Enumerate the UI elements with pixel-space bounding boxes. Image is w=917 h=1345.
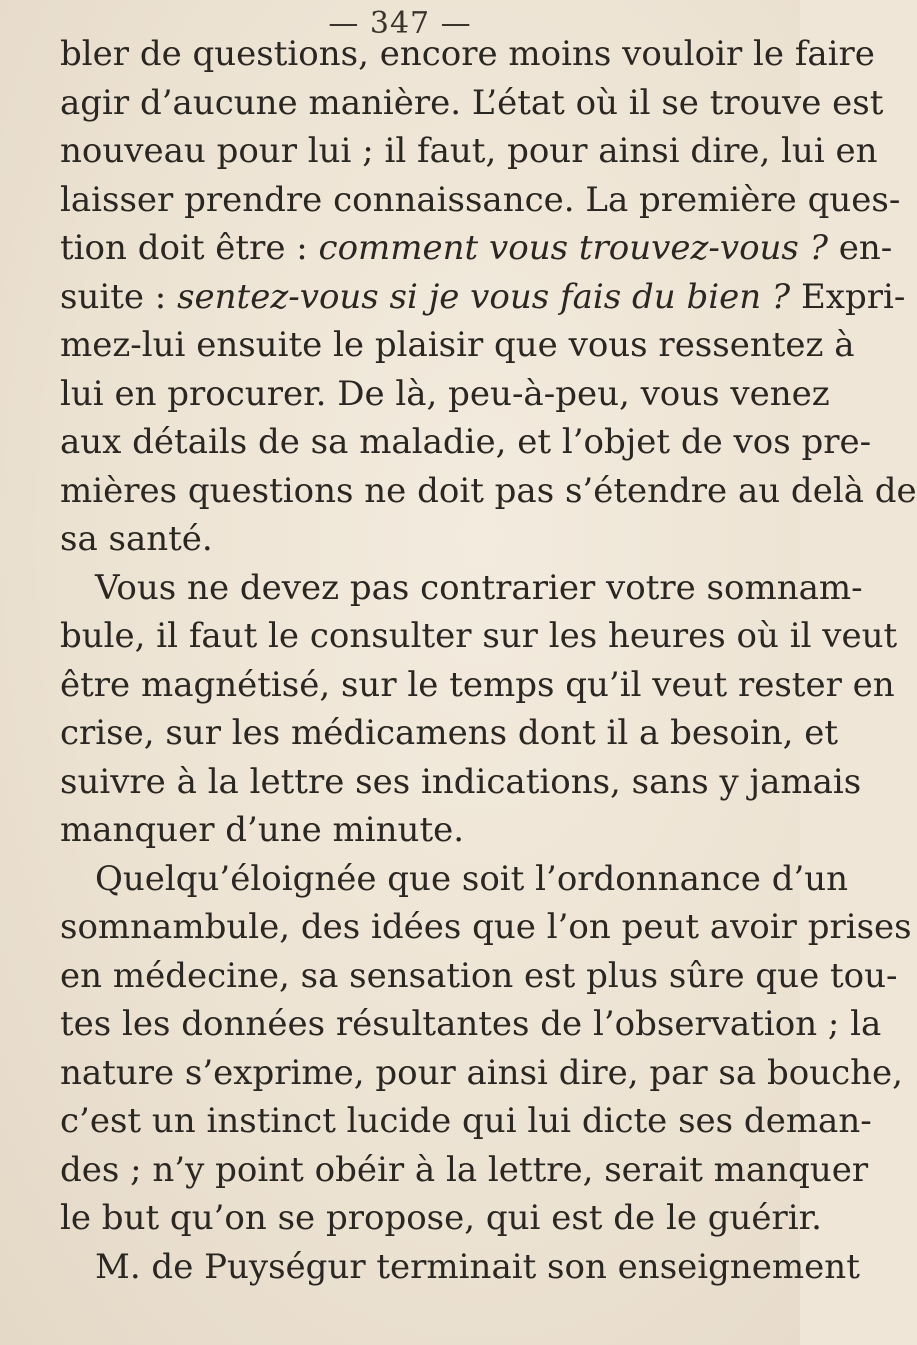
text-line-4: laisser prendre connaissance. La première ques- (60, 180, 901, 220)
text-line-6-italic: sentez-vous si je vous fais du bien ? (177, 277, 791, 317)
text-line-26: M. de Puységur terminait son enseignement (95, 1247, 860, 1287)
text-line-17: manquer d’une minute. (60, 810, 465, 850)
text-line-13: bule, il faut le consulter sur les heures où il veut (60, 616, 898, 656)
text-line-10: mières questions ne doit pas s’étendre au delà de (60, 471, 917, 511)
text-line-5 (60, 226, 893, 270)
text-line-6-end: Expri- (790, 277, 906, 317)
text-line-15: crise, sur les médicamens dont il a besoin, et (60, 713, 839, 753)
text-line-8: lui en procurer. De là, peu-à-peu, vous venez (60, 374, 830, 414)
text-line-11: sa santé. (60, 519, 213, 559)
text-line-6-start: suite : (60, 277, 178, 317)
text-line-2: agir d’aucune manière. L’état où il se trouve est (60, 83, 884, 123)
text-line-1: bler de questions, encore moins vouloir le faire (60, 34, 875, 74)
text-line-16: suivre à la lettre ses indications, sans y jamais (60, 762, 862, 802)
text-line-19: somnambule, des idées que l’on peut avoir prises (60, 907, 912, 947)
text-line-5-end: en- (827, 228, 893, 268)
text-line-12: Vous ne devez pas contrarier votre somnam- (95, 568, 863, 608)
text-line-3: nouveau pour lui ; il faut, pour ainsi dire, lui en (60, 131, 878, 171)
text-line-14: être magnétisé, sur le temps qu’il veut rester en (60, 665, 895, 705)
text-line-23: c’est un instinct lucide qui lui dicte ses deman- (60, 1101, 872, 1141)
text-line-18: Quelqu’éloignée que soit l’ordonnance d’un (95, 859, 849, 899)
text-line-22: nature s’exprime, pour ainsi dire, par sa bouche, (60, 1053, 903, 1093)
text-line-25: le but qu’on se propose, qui est de le guérir. (60, 1198, 822, 1238)
text-line-20: en médecine, sa sensation est plus sûre que tou- (60, 956, 898, 996)
text-line-5-start: tion doit être : (60, 228, 319, 268)
text-line-24: des ; n’y point obéir à la lettre, serait manquer (60, 1150, 869, 1190)
text-line-9: aux détails de sa maladie, et l’objet de vos pre- (60, 422, 872, 462)
text-line-7: mez-lui ensuite le plaisir que vous ressentez à (60, 325, 855, 365)
text-line-21: tes les données résultantes de l’observation ; la (60, 1004, 882, 1044)
text-line-5-italic: comment vous trouvez-vous ? (318, 228, 828, 268)
text-line-6 (60, 275, 906, 319)
page-number: — 347 — (328, 6, 472, 41)
